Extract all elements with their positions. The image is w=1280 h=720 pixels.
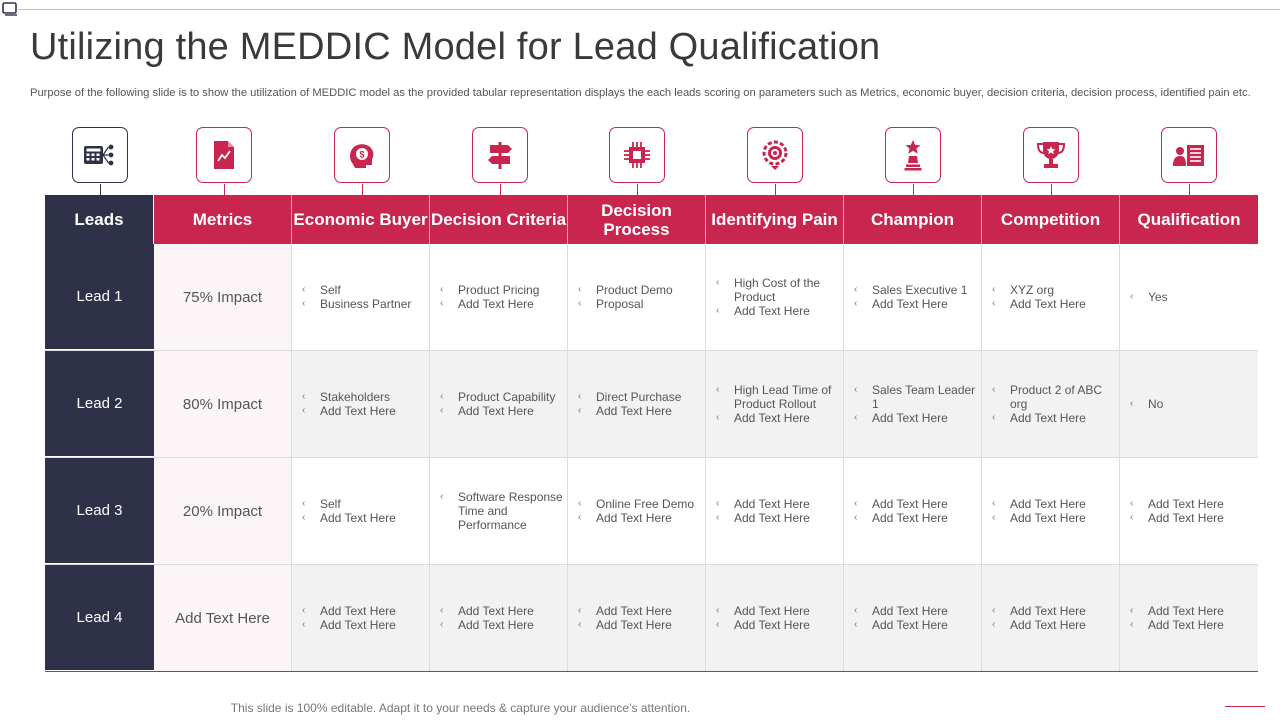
champion-cell — [844, 458, 982, 564]
bullet-arrow-icon: ‹ — [854, 512, 858, 523]
bullet-item — [578, 283, 701, 297]
bullet-arrow-icon: ‹ — [1130, 398, 1134, 409]
bullet-arrow-icon: ‹ — [578, 498, 582, 509]
table-header-row — [45, 195, 1258, 244]
bullet-item — [440, 297, 563, 311]
bullet-item — [854, 411, 977, 425]
bullet-item — [854, 383, 977, 411]
bullet-arrow-icon: ‹ — [578, 298, 582, 309]
bullet-item — [716, 618, 839, 632]
bullet-item — [1130, 397, 1254, 411]
bullet-item — [854, 497, 977, 511]
bullet-arrow-icon: ‹ — [992, 498, 996, 509]
bullet-arrow-icon: ‹ — [992, 619, 996, 630]
decision-criteria-cell — [430, 565, 568, 671]
target-gear-icon — [747, 127, 803, 183]
bullet-item — [716, 276, 839, 304]
bullet-arrow-icon: ‹ — [302, 498, 306, 509]
bullet-item — [440, 390, 563, 404]
bullet-arrow-icon: ‹ — [578, 405, 582, 416]
bullet-text: Add Text Here — [596, 604, 672, 618]
bullet-arrow-icon: ‹ — [440, 284, 444, 295]
header-metrics: Metrics — [154, 195, 292, 244]
bullet-arrow-icon: ‹ — [716, 412, 720, 423]
bullet-arrow-icon: ‹ — [1130, 291, 1134, 302]
bullet-arrow-icon: ‹ — [992, 298, 996, 309]
bullet-arrow-icon: ‹ — [1130, 512, 1134, 523]
identifying-pain-cell — [706, 458, 844, 564]
bullet-item — [854, 511, 977, 525]
bullet-item — [716, 411, 839, 425]
bullet-text: Business Partner — [320, 297, 412, 311]
header-qualification: Qualification — [1120, 195, 1258, 244]
footer-note — [0, 701, 1280, 715]
bullet-arrow-icon: ‹ — [992, 284, 996, 295]
bullet-item — [578, 497, 701, 511]
bullet-text: Product Demo — [596, 283, 673, 297]
bullet-text: Add Text Here — [596, 511, 672, 525]
bullet-arrow-icon: ‹ — [578, 512, 582, 523]
bullet-item — [992, 511, 1115, 525]
bullet-item — [440, 404, 563, 418]
bullet-text: Add Text Here — [1010, 411, 1086, 425]
bullet-text: Proposal — [596, 297, 644, 311]
bullet-text: Add Text Here — [872, 411, 948, 425]
lead-cell: Lead 2 — [45, 351, 154, 457]
bullet-arrow-icon: ‹ — [992, 412, 996, 423]
bullet-arrow-icon: ‹ — [578, 391, 582, 402]
header-decision-criteria: Decision Criteria — [430, 195, 568, 244]
bullet-arrow-icon: ‹ — [302, 391, 306, 402]
bullet-text: Add Text Here — [596, 618, 672, 632]
top-rule — [18, 9, 1280, 10]
bullet-text: Add Text Here — [1010, 297, 1086, 311]
bullet-item — [1130, 290, 1254, 304]
bullet-item — [992, 604, 1115, 618]
decision-criteria-cell — [430, 458, 568, 564]
table-row — [45, 565, 1258, 672]
bullet-text: Product Pricing — [458, 283, 540, 297]
bullet-text: Add Text Here — [1148, 511, 1224, 525]
bullet-text: Add Text Here — [458, 297, 534, 311]
calculator-icon — [72, 127, 128, 183]
bullet-item — [578, 618, 701, 632]
trophy-icon — [1023, 127, 1079, 183]
brain-money-icon — [334, 127, 390, 183]
table-row — [45, 244, 1258, 351]
bullet-text: Add Text Here — [320, 404, 396, 418]
bullet-arrow-icon: ‹ — [440, 619, 444, 630]
bullet-arrow-icon: ‹ — [302, 619, 306, 630]
bullet-text: Add Text Here — [734, 411, 810, 425]
qualification-cell — [1120, 244, 1258, 350]
competition-cell — [982, 565, 1120, 671]
economic-buyer-cell — [292, 244, 430, 350]
bullet-item — [992, 297, 1115, 311]
bullet-item — [716, 604, 839, 618]
bullet-text: No — [1148, 397, 1164, 411]
bullet-item — [302, 604, 425, 618]
page-title: Utilizing the MEDDIC Model for Lead Qualification — [30, 26, 881, 68]
header-economic-buyer: Economic Buyer — [292, 195, 430, 244]
svg-text:$: $ — [359, 149, 365, 160]
header-competition: Competition — [982, 195, 1120, 244]
bullet-arrow-icon: ‹ — [854, 412, 858, 423]
identifying-pain-cell — [706, 565, 844, 671]
bullet-item — [1130, 604, 1254, 618]
decision-process-cell — [568, 565, 706, 671]
bullet-arrow-icon: ‹ — [440, 491, 444, 502]
bullet-item — [992, 411, 1115, 425]
bullet-arrow-icon: ‹ — [716, 305, 720, 316]
bullet-item — [302, 618, 425, 632]
bullet-arrow-icon: ‹ — [302, 405, 306, 416]
metrics-cell: Add Text Here — [154, 565, 292, 671]
bullet-arrow-icon: ‹ — [440, 391, 444, 402]
lead-cell: Lead 1 — [45, 244, 154, 350]
bullet-text: Add Text Here — [1010, 618, 1086, 632]
bullet-text: Add Text Here — [320, 604, 396, 618]
bullet-arrow-icon: ‹ — [1130, 605, 1134, 616]
bullet-text: Add Text Here — [734, 497, 810, 511]
competition-cell — [982, 351, 1120, 457]
bullet-arrow-icon: ‹ — [854, 498, 858, 509]
bullet-text: Sales Team Leader 1 — [872, 383, 976, 411]
table-row — [45, 458, 1258, 565]
bullet-arrow-icon: ‹ — [854, 384, 858, 395]
qualification-cell — [1120, 565, 1258, 671]
bullet-text: High Lead Time of Product Rollout — [734, 383, 832, 411]
bullet-item — [1130, 497, 1254, 511]
bullet-text: Add Text Here — [458, 618, 534, 632]
economic-buyer-cell — [292, 458, 430, 564]
bullet-arrow-icon: ‹ — [578, 605, 582, 616]
bullet-arrow-icon: ‹ — [716, 619, 720, 630]
processor-chip-icon — [609, 127, 665, 183]
bullet-arrow-icon: ‹ — [992, 512, 996, 523]
bullet-text: Add Text Here — [1148, 497, 1224, 511]
bullet-arrow-icon: ‹ — [854, 284, 858, 295]
bullet-arrow-icon: ‹ — [578, 619, 582, 630]
bullet-item — [440, 618, 563, 632]
bullet-text: Add Text Here — [1148, 618, 1224, 632]
bullet-item — [854, 604, 977, 618]
economic-buyer-cell — [292, 351, 430, 457]
table-body — [45, 244, 1258, 672]
bullet-arrow-icon: ‹ — [716, 605, 720, 616]
bullet-item — [716, 304, 839, 318]
bullet-text: Sales Executive 1 — [872, 283, 968, 297]
bullet-arrow-icon: ‹ — [854, 619, 858, 630]
bullet-item — [578, 511, 701, 525]
bullet-text: Add Text Here — [872, 297, 948, 311]
chess-piece-icon — [885, 127, 941, 183]
bullet-item — [578, 390, 701, 404]
bullet-item — [1130, 618, 1254, 632]
bullet-item — [992, 618, 1115, 632]
bullet-arrow-icon: ‹ — [992, 605, 996, 616]
bullet-text: Add Text Here — [458, 604, 534, 618]
document-chart-icon — [196, 127, 252, 183]
id-card-icon — [1161, 127, 1217, 183]
decision-process-cell — [568, 244, 706, 350]
bullet-text: Add Text Here — [1148, 604, 1224, 618]
bullet-item — [302, 283, 425, 297]
bullet-arrow-icon: ‹ — [716, 498, 720, 509]
bullet-text: High Cost of the Product — [734, 276, 821, 304]
bullet-item — [578, 404, 701, 418]
competition-cell — [982, 244, 1120, 350]
bullet-text: Stakeholders — [320, 390, 391, 404]
bullet-text: Add Text Here — [734, 511, 810, 525]
bullet-arrow-icon: ‹ — [302, 298, 306, 309]
identifying-pain-cell — [706, 351, 844, 457]
bullet-arrow-icon: ‹ — [992, 384, 996, 395]
metrics-cell: 80% Impact — [154, 351, 292, 457]
bullet-arrow-icon: ‹ — [302, 284, 306, 295]
header-identifying-pain: Identifying Pain — [706, 195, 844, 244]
bullet-text: XYZ org — [1010, 283, 1055, 297]
bullet-arrow-icon: ‹ — [1130, 619, 1134, 630]
bullet-item — [440, 283, 563, 297]
bullet-text: Add Text Here — [320, 618, 396, 632]
bullet-item — [578, 297, 701, 311]
bullet-text: Add Text Here — [458, 404, 534, 418]
bullet-item — [992, 497, 1115, 511]
bullet-text: Add Text Here — [734, 604, 810, 618]
bullet-text: Add Text Here — [1010, 604, 1086, 618]
bullet-text: Self — [320, 497, 341, 511]
bullet-text: Add Text Here — [1010, 497, 1086, 511]
bullet-text: Add Text Here — [596, 404, 672, 418]
bullet-text: Product 2 of ABC org — [1010, 383, 1103, 411]
bullet-text: Add Text Here — [734, 304, 810, 318]
bullet-item — [854, 283, 977, 297]
decision-process-cell — [568, 351, 706, 457]
bullet-item — [302, 297, 425, 311]
bullet-item — [854, 618, 977, 632]
footer-rule — [1225, 706, 1265, 707]
bullet-text: Software Response Time and Performance — [458, 490, 563, 532]
header-decision-process: Decision Process — [568, 195, 706, 244]
bullet-item — [440, 490, 563, 532]
lead-cell: Lead 3 — [45, 458, 154, 564]
bullet-item — [716, 383, 839, 411]
competition-cell — [982, 458, 1120, 564]
bullet-item — [440, 604, 563, 618]
bullet-item — [302, 497, 425, 511]
bullet-arrow-icon: ‹ — [716, 277, 720, 288]
bullet-item — [716, 511, 839, 525]
meddic-table — [45, 195, 1258, 672]
bullet-text: Self — [320, 283, 341, 297]
decision-criteria-cell — [430, 351, 568, 457]
decision-process-cell — [568, 458, 706, 564]
bullet-arrow-icon: ‹ — [854, 605, 858, 616]
bullet-arrow-icon: ‹ — [440, 405, 444, 416]
header-champion: Champion — [844, 195, 982, 244]
bullet-text: Add Text Here — [872, 497, 948, 511]
bullet-item — [578, 604, 701, 618]
bullet-arrow-icon: ‹ — [578, 284, 582, 295]
bullet-arrow-icon: ‹ — [716, 512, 720, 523]
bullet-text: Online Free Demo — [596, 497, 695, 511]
qualification-cell — [1120, 458, 1258, 564]
bullet-text: Yes — [1148, 290, 1168, 304]
champion-cell — [844, 351, 982, 457]
bullet-item — [1130, 511, 1254, 525]
bullet-item — [716, 497, 839, 511]
bullet-item — [302, 511, 425, 525]
bullet-arrow-icon: ‹ — [854, 298, 858, 309]
bullet-text: Add Text Here — [734, 618, 810, 632]
bullet-arrow-icon: ‹ — [1130, 498, 1134, 509]
bullet-text: Add Text Here — [1010, 511, 1086, 525]
table-row — [45, 351, 1258, 458]
lead-cell: Lead 4 — [45, 565, 154, 671]
footer-text: This slide is 100% editable. Adapt it to your needs & capture your audience’s attention. — [230, 701, 691, 715]
metrics-cell: 75% Impact — [154, 244, 292, 350]
decision-criteria-cell — [430, 244, 568, 350]
bullet-text: Add Text Here — [320, 511, 396, 525]
page-subtitle: Purpose of the following slide is to show the utilization of MEDDIC model as the provided tabular representation displays the each leads scoring on parameters such as Metrics, economic buyer, decision criteria, decision process, identified pain etc. — [30, 87, 1251, 99]
bullet-item — [992, 283, 1115, 297]
bullet-arrow-icon: ‹ — [302, 605, 306, 616]
slide-corner-icon — [2, 2, 18, 16]
bullet-arrow-icon: ‹ — [302, 512, 306, 523]
bullet-arrow-icon: ‹ — [440, 298, 444, 309]
bullet-item — [854, 297, 977, 311]
bullet-arrow-icon: ‹ — [716, 384, 720, 395]
bullet-text: Add Text Here — [872, 511, 948, 525]
bullet-text: Add Text Here — [872, 618, 948, 632]
signpost-icon — [472, 127, 528, 183]
qualification-cell — [1120, 351, 1258, 457]
bullet-item — [302, 390, 425, 404]
metrics-cell: 20% Impact — [154, 458, 292, 564]
economic-buyer-cell — [292, 565, 430, 671]
bullet-text: Add Text Here — [872, 604, 948, 618]
champion-cell — [844, 565, 982, 671]
champion-cell — [844, 244, 982, 350]
header-leads: Leads — [45, 195, 154, 244]
bullet-arrow-icon: ‹ — [440, 605, 444, 616]
bullet-item — [302, 404, 425, 418]
bullet-item — [992, 383, 1115, 411]
bullet-text: Direct Purchase — [596, 390, 682, 404]
identifying-pain-cell — [706, 244, 844, 350]
bullet-text: Product Capability — [458, 390, 556, 404]
